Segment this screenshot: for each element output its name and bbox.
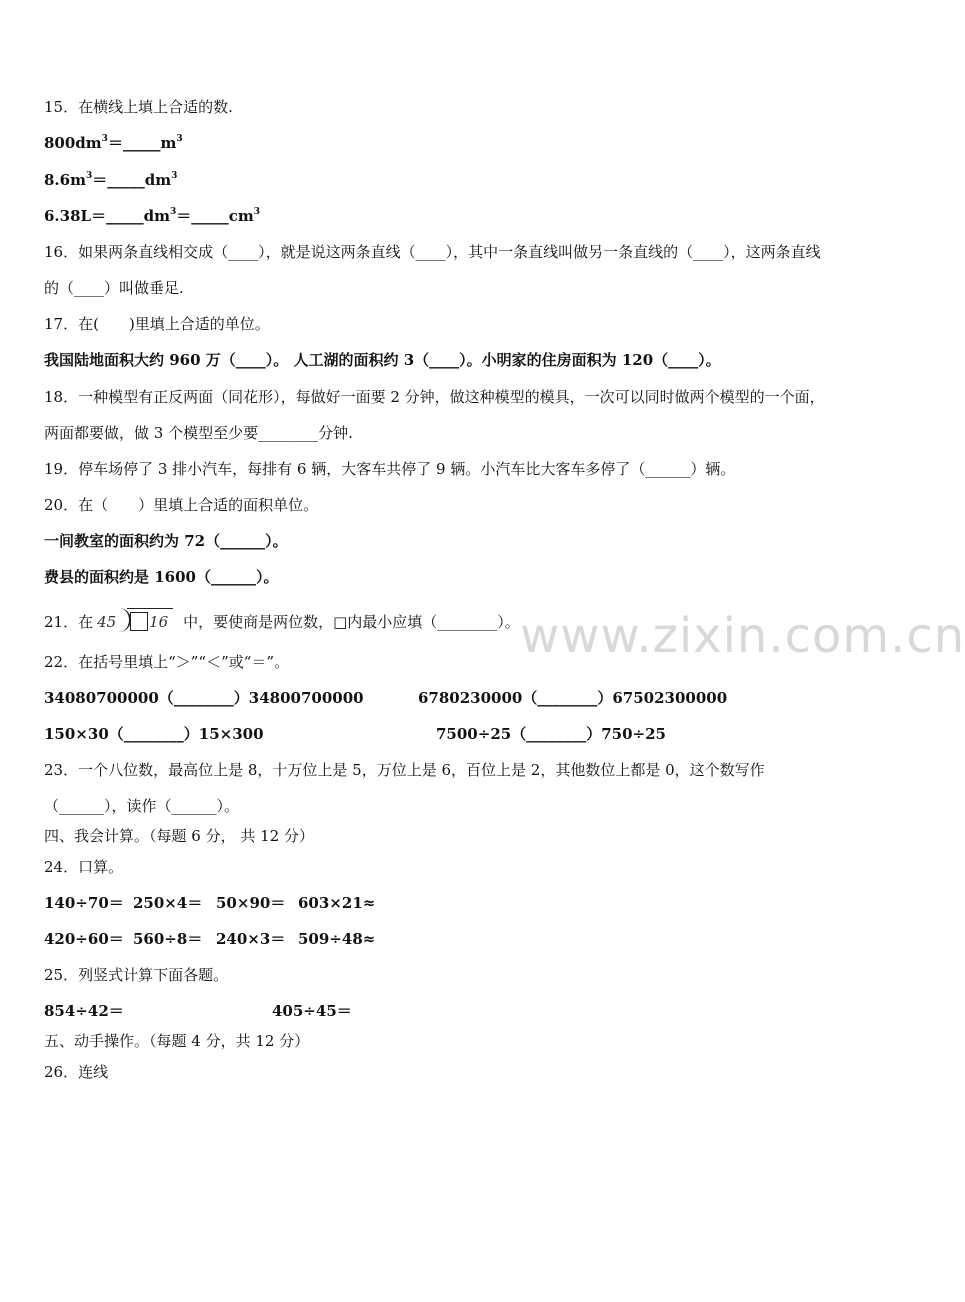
q20-title: 20．在（ ）里填上合适的面积单位。 [44, 496, 319, 514]
long-division-figure: 45 16 [97, 608, 179, 634]
q24-r1-c2: 250×4＝ [133, 894, 203, 912]
q18-line2: 两面都要做，做 3 个模型至少要________分钟. [44, 424, 353, 442]
q26-title: 26．连线 [44, 1063, 109, 1081]
watermark: www.zixin.com.cn [520, 608, 965, 664]
q22-row2-b: 7500÷25（________）750÷25 [436, 725, 666, 743]
q20-line1: 一间教室的面积约为 72（______）。 [44, 532, 288, 550]
q15-line1: $800dm^3=\_\_\_\_\_m^3$ [44, 134, 183, 152]
section4-title: 四、我会计算。（每题 6 分， 共 12 分） [44, 827, 314, 845]
q24-r2-c4: 509÷48≈ [298, 930, 376, 948]
q24-title: 24．口算。 [44, 858, 124, 876]
q24-r1-c3: 50×90＝ [216, 894, 286, 912]
q24-r2-c1: 420÷60＝ [44, 930, 124, 948]
q18-line1: 18．一种模型有正反两面（同花形），每做好一面要 2 分钟，做这种模型的模具，一次可以同时做两个模型的一个面， [44, 388, 825, 406]
q23-line1: 23．一个八位数，最高位上是 8，十万位上是 5，万位上是 6，百位上是 2，其他数位上都是 0，这个数写作 [44, 761, 765, 779]
q22-row1-b: 6780230000（________）67502300000 [418, 689, 728, 707]
q24-r2-c3: 240×3＝ [216, 930, 286, 948]
q22-title: 22．在括号里填上“＞”“＜”或“＝”。 [44, 653, 290, 671]
q24-r1-c1: 140÷70＝ [44, 894, 124, 912]
q17-title: 17．在( )里填上合适的单位。 [44, 315, 270, 333]
q16-line1: 16．如果两条直线相交成（____），就是说这两条直线（____），其中一条直线叫做另一条直线的（____），这两条直线 [44, 243, 821, 261]
q23-line2: （______），读作（______）。 [44, 797, 240, 815]
q24-r2-c2: 560÷8＝ [133, 930, 203, 948]
q15-line2: $8.6m^3=\_\_\_\_\_dm^3$ [44, 171, 178, 189]
blank-box [130, 612, 148, 631]
q17-line: 我国陆地面积大约 960 万（____）。 人工湖的面积约 3（____）。小明家的住房面积为 120（____）。 [44, 351, 721, 369]
q15-line3: $6.38L=\_\_\_\_\_dm^3=\_\_\_\_\_cm^3$ [44, 207, 260, 225]
q16-line2: 的（____）叫做垂足. [44, 279, 184, 297]
q22-row1-a: 34080700000（________）34800700000 [44, 689, 364, 707]
q15-title: 15．在横线上填上合适的数. [44, 98, 233, 116]
q20-line2: 费县的面积约是 1600（______）。 [44, 568, 279, 586]
q19-line: 19．停车场停了 3 排小汽车，每排有 6 辆，大客车共停了 9 辆。小汽车比大客车多停了（______）辆。 [44, 460, 736, 478]
q22-row2-a: 150×30（________）15×300 [44, 725, 264, 743]
section5-title: 五、动手操作。（每题 4 分，共 12 分） [44, 1032, 310, 1050]
q25-item-2: 405÷45＝ [272, 1002, 352, 1020]
q21-line: 21．在 45 16 中，要使商是两位数，□内最小应填（________）。 [44, 608, 520, 634]
q25-title: 25．列竖式计算下面各题。 [44, 966, 229, 984]
q25-item-1: 854÷42＝ [44, 1002, 124, 1020]
q24-r1-c4: 603×21≈ [298, 894, 376, 912]
